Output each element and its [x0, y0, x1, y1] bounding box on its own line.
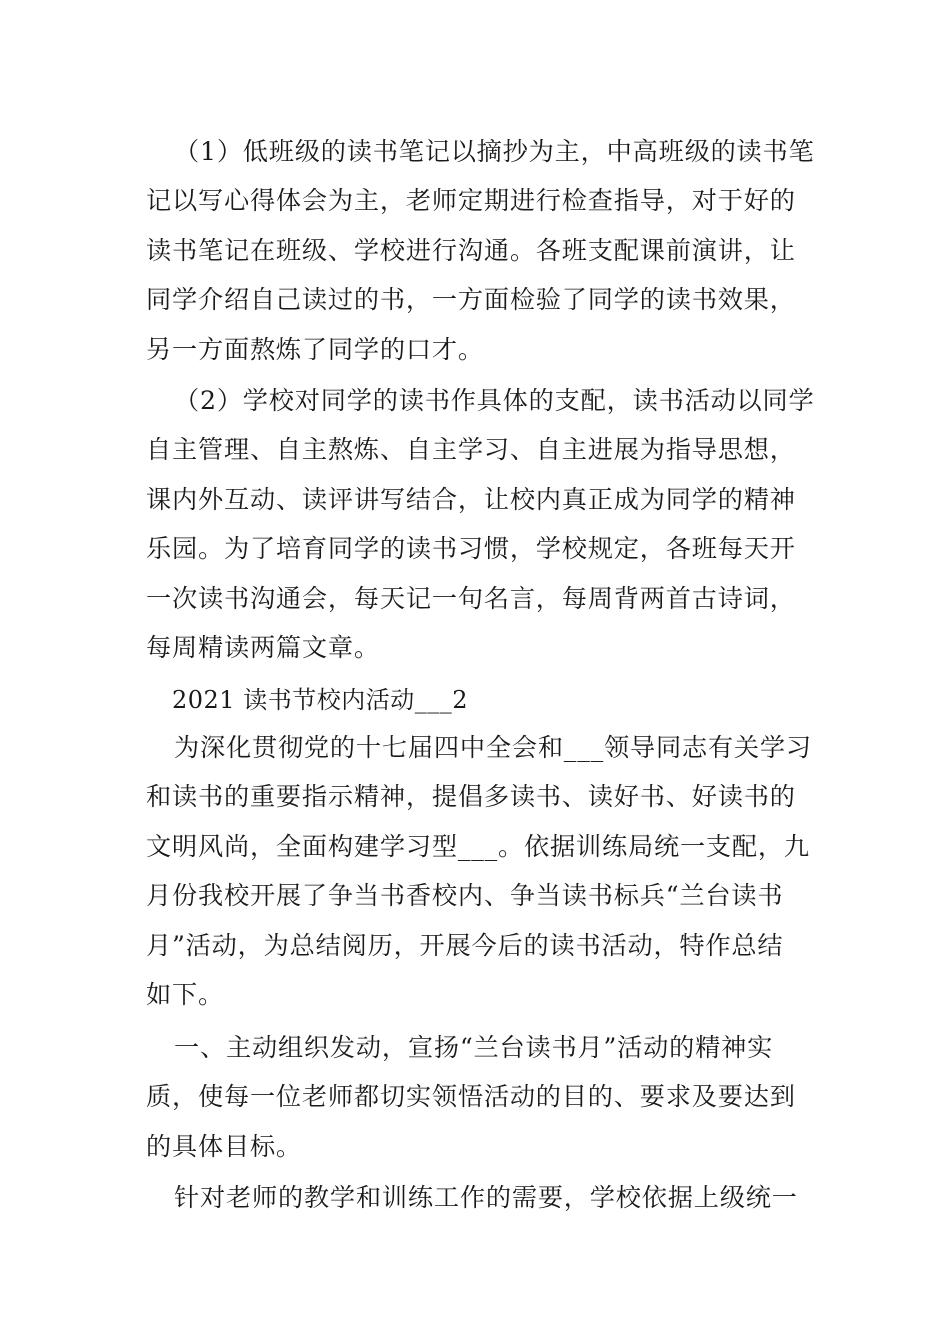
text-line: 的具体目标。: [146, 1131, 302, 1161]
text-line: 每周精读两篇文章。: [146, 633, 380, 663]
text-line: 课内外互动、读评讲写结合，让校内真正成为同学的精神: [146, 484, 796, 514]
paragraph-school-arrangement: [146, 376, 816, 672]
text-line: 如下。: [146, 980, 224, 1010]
text-line: 另一方面熬炼了同学的口才。: [146, 334, 484, 364]
paragraph-introduction: [146, 723, 816, 1019]
text-line: 月份我校开展了争当书香校内、争当读书标兵“兰台读书: [146, 881, 784, 911]
text-line: 针对老师的教学和训练工作的需要，学校依据上级统一: [174, 1183, 798, 1212]
text-line: 月”活动，为总结阅历，开展今后的读书活动，特作总结: [146, 930, 784, 960]
text-line: 为深化贯彻党的十七届四中全会和___领导同志有关学习: [174, 733, 812, 762]
text-line: 一、主动组织发动，宣扬“兰台读书月”活动的精神实: [174, 1033, 774, 1062]
text-line: 文明风尚，全面构建学习型___。依据训练局统一支配，九: [146, 831, 810, 861]
text-line: 读书笔记在班级、学校进行沟通。各班支配课前演讲，让: [146, 235, 796, 265]
text-line: 自主管理、自主熬炼、自主学习、自主进展为指导思想，: [146, 435, 796, 465]
text-line: 和读书的重要指示精神，提倡多读书、读好书、好读书的: [146, 782, 796, 812]
text-line: 质，使每一位老师都切实领悟活动的目的、要求及要达到: [146, 1082, 796, 1112]
text-line: 记以写心得体会为主，老师定期进行检查指导，对于好的: [146, 186, 796, 216]
paragraph-reading-notes: [146, 127, 816, 374]
text-line: 同学介绍自己读过的书，一方面检验了同学的读书效果，: [146, 285, 796, 315]
paragraph-section-one: [146, 1023, 816, 1171]
text-line: （1）低班级的读书笔记以摘抄为主，中高班级的读书笔: [174, 137, 815, 166]
paragraph-teacher-needs: [146, 1173, 816, 1222]
text-line: 乐园。为了培育同学的读书习惯，学校规定，各班每天开: [146, 534, 796, 564]
text-line: （2）学校对同学的读书作具体的支配，读书活动以同学: [174, 386, 815, 415]
section-heading: 2021 读书节校内活动___2: [172, 686, 468, 714]
text-line: 一次读书沟通会，每天记一句名言，每周背两首古诗词，: [146, 583, 796, 613]
